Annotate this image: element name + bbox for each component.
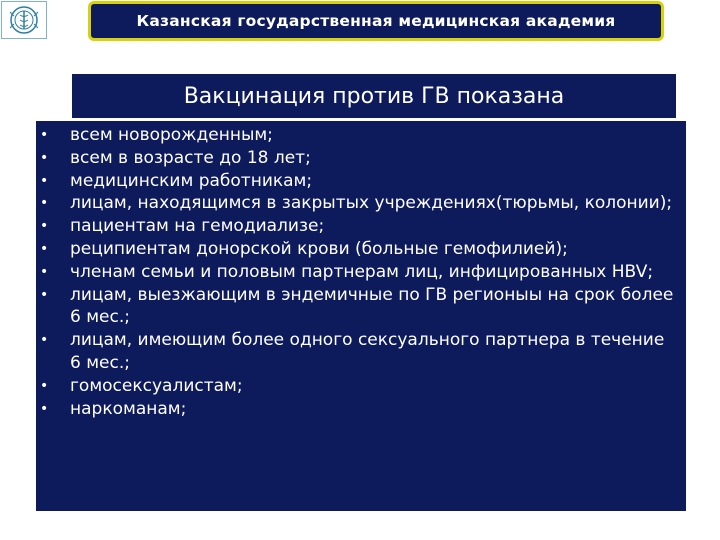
list-item: [36, 261, 686, 284]
institution-name: Казанская государственная медицинская академия: [136, 12, 616, 30]
academy-emblem-icon: [2, 2, 46, 38]
list-item-text: наркоманам;: [70, 398, 187, 419]
list-item-text: лицам, выезжающим в эндемичные по ГВ регионыы на срок более 6 мес.;: [70, 284, 674, 328]
list-item: [36, 147, 686, 170]
institution-banner: [88, 1, 664, 41]
list-item-text: членам семьи и половым партнерам лиц, инфицированных HBV;: [70, 261, 654, 282]
bullet-icon: •: [40, 195, 49, 212]
bullet-icon: •: [40, 172, 49, 189]
list-item: [36, 192, 686, 215]
list-item: [36, 329, 686, 375]
bullet-icon: •: [40, 218, 49, 235]
slide-title: Вакцинация против ГВ показана: [183, 83, 565, 109]
list-item-text: гомосексуалистам;: [70, 375, 243, 396]
list-item: [36, 215, 686, 238]
list-item: [36, 170, 686, 193]
bullet-icon: •: [40, 286, 49, 303]
slide-title-box: [72, 74, 676, 118]
bullet-icon: •: [40, 263, 49, 280]
list-item-text: лицам, имеющим более одного сексуального партнера в течение 6 мес.;: [70, 330, 665, 373]
bullet-icon: •: [40, 332, 49, 349]
list-item: [36, 375, 686, 398]
bullet-icon: •: [40, 377, 49, 394]
bullet-icon: •: [40, 149, 49, 166]
indications-panel: [36, 121, 686, 511]
list-item-text: пациентам на гемодиализе;: [70, 216, 325, 237]
list-item-text: реципиентам донорской крови (больные гемофилией);: [70, 238, 568, 259]
list-item-text: всем новорожденным;: [70, 125, 273, 145]
list-item-text: лицам, находящимся в закрытых учреждениях(тюрьмы, колонии);: [70, 193, 673, 214]
list-item: [36, 284, 686, 330]
list-item: [36, 124, 686, 147]
list-item: [36, 398, 686, 421]
academy-logo: [1, 1, 47, 39]
bullet-icon: •: [40, 127, 49, 143]
bullet-icon: •: [40, 400, 49, 417]
bullet-icon: •: [40, 240, 49, 257]
list-item-text: медицинским работникам;: [70, 170, 313, 191]
list-item: [36, 238, 686, 261]
list-item-text: всем в возрасте до 18 лет;: [70, 147, 311, 168]
indications-list: [36, 124, 686, 420]
